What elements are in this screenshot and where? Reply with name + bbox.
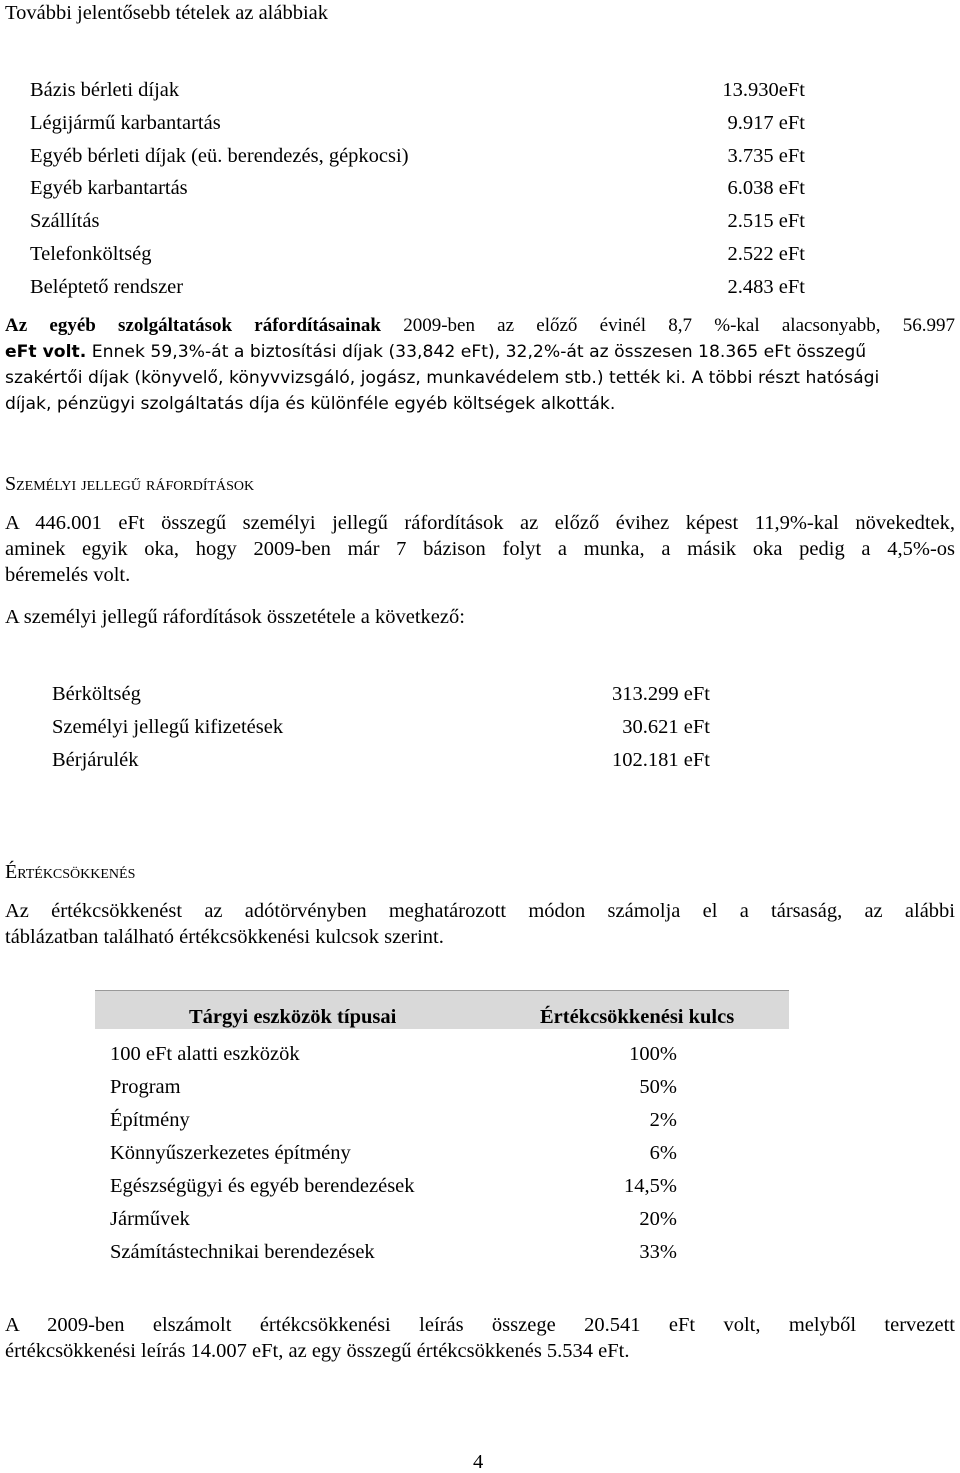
column-header-type: Tárgyi eszközök típusai <box>189 1006 397 1028</box>
table-cell-rate: 2% <box>649 1109 677 1131</box>
item-label: Légijármű karbantartás <box>30 112 221 134</box>
item-label: Bérjárulék <box>52 749 139 771</box>
table-cell-type: Építmény <box>110 1109 190 1131</box>
depreciation-paragraph <box>5 898 955 950</box>
table-row <box>0 1141 960 1165</box>
list-item <box>0 748 960 772</box>
table-row <box>0 1075 960 1099</box>
page-number: 4 <box>473 1451 484 1473</box>
item-value: 13.930eFt <box>722 79 805 101</box>
paragraph-line: A 2009-ben elszámolt értékcsökkenési leírás összege 20.541 eFt volt, melyből tervezett <box>5 1314 955 1336</box>
item-label: Beléptető rendszer <box>30 276 184 298</box>
list-item <box>0 176 960 200</box>
item-value: 6.038 eFt <box>727 177 805 199</box>
list-item <box>0 242 960 266</box>
column-header-rate: Értékcsökkenési kulcs <box>540 1006 735 1028</box>
table-cell-rate: 20% <box>639 1208 677 1230</box>
table-cell-rate: 6% <box>649 1142 677 1164</box>
paragraph-line: A 446.001 eFt összegű személyi jellegű ráfordítások az előző évihez képest 11,9%-kal növekedtek, <box>5 512 955 534</box>
paragraph-line: díjak, pénzügyi szolgáltatás díja és különféle egyéb költségek alkották. <box>5 394 616 414</box>
services-paragraph <box>5 313 955 417</box>
item-label: Egyéb karbantartás <box>30 177 188 199</box>
table-row <box>0 1174 960 1198</box>
section-heading-personal: Személyi jellegű ráfordítások <box>5 473 255 495</box>
item-value: 2.483 eFt <box>727 276 805 298</box>
paragraph-line: értékcsökkenési leírás 14.007 eFt, az egy összegű értékcsökkenés 5.534 eFt. <box>5 1340 630 1362</box>
item-label: Bérköltség <box>52 683 141 705</box>
paragraph-line: béremelés volt. <box>5 564 131 586</box>
table-cell-type: Egészségügyi és egyéb berendezések <box>110 1175 415 1197</box>
list-item <box>0 275 960 299</box>
table-row <box>0 1042 960 1066</box>
item-value: 3.735 eFt <box>727 145 805 167</box>
table-cell-type: Könnyűszerkezetes építmény <box>110 1142 351 1164</box>
paragraph-line: táblázatban található értékcsökkenési kulcsok szerint. <box>5 926 444 948</box>
table-header <box>95 990 789 1029</box>
paragraph-line: szakértői díjak (könyvelő, könyvvizsgáló, jogász, munkavédelem stb.) tették ki. A többi részt hatósági <box>5 368 880 388</box>
item-value: 9.917 eFt <box>727 112 805 134</box>
personal-paragraph <box>5 510 955 588</box>
item-label: Telefonköltség <box>30 243 152 265</box>
paragraph-bold-start: Az egyéb szolgáltatások ráfordításainak <box>5 315 381 336</box>
list-item <box>0 78 960 102</box>
paragraph-line: Az értékcsökkenést az adótörvényben meghatározott módon számolja el a társaság, az alábbi <box>5 900 955 922</box>
paragraph-bold-amount: eFt volt. <box>5 342 87 362</box>
item-label: Személyi jellegű kifizetések <box>52 716 284 738</box>
table-row <box>0 1240 960 1264</box>
item-value: 102.181 eFt <box>612 749 710 771</box>
item-label: Bázis bérleti díjak <box>30 79 180 101</box>
item-value: 313.299 eFt <box>612 683 710 705</box>
item-value: 2.522 eFt <box>727 243 805 265</box>
item-label: Egyéb bérleti díjak (eü. berendezés, gépkocsi) <box>30 145 409 167</box>
list-item <box>0 209 960 233</box>
intro-text: További jelentősebb tételek az alábbiak <box>5 2 329 24</box>
table-cell-type: Program <box>110 1076 181 1098</box>
item-label: Szállítás <box>30 210 100 232</box>
item-value: 2.515 eFt <box>727 210 805 232</box>
list-item <box>0 111 960 135</box>
item-value: 30.621 eFt <box>622 716 710 738</box>
table-row <box>0 1108 960 1132</box>
paragraph-line: aminek egyik oka, hogy 2009-ben már 7 bázison folyt a munka, a másik oka pedig a 4,5%-os <box>5 538 955 560</box>
list-item <box>0 144 960 168</box>
closing-paragraph <box>5 1312 955 1364</box>
table-cell-type: Járművek <box>110 1208 190 1230</box>
table-row <box>0 1207 960 1231</box>
table-cell-type: Számítástechnikai berendezések <box>110 1241 375 1263</box>
table-cell-rate: 100% <box>629 1043 677 1065</box>
list-item <box>0 715 960 739</box>
table-cell-rate: 50% <box>639 1076 677 1098</box>
table-cell-type: 100 eFt alatti eszközök <box>110 1043 300 1065</box>
composition-intro: A személyi jellegű ráfordítások összetétele a következő: <box>5 606 465 628</box>
paragraph-text: 2009-ben az előző évinél 8,7 %-kal alacsonyabb, 56.997 <box>403 315 956 336</box>
section-heading-depreciation: Értékcsökkenés <box>5 861 136 883</box>
table-cell-rate: 14,5% <box>624 1175 677 1197</box>
list-item <box>0 682 960 706</box>
table-cell-rate: 33% <box>639 1241 677 1263</box>
paragraph-text: Ennek 59,3%-át a biztosítási díjak (33,842 eFt), 32,2%-át az összesen 18.365 eFt összegű <box>91 342 867 362</box>
